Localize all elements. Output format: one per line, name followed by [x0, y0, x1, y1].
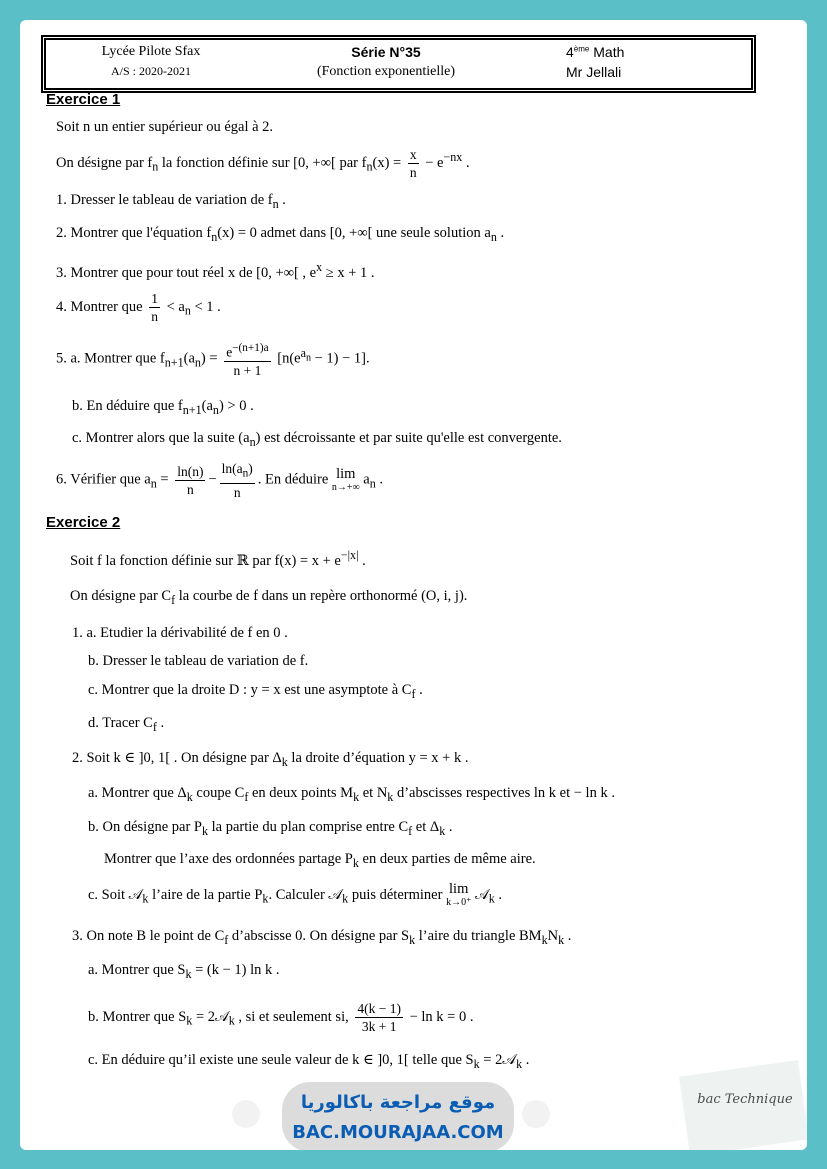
serie-subject: (Fonction exponentielle): [316, 64, 456, 79]
exercise-1-title: Exercice 1: [46, 91, 121, 108]
school-year: A/S : 2020-2021: [110, 64, 191, 78]
school-name: Lycée Pilote Sfax: [101, 44, 201, 59]
ex1-definition: On désigne par $f_n$ la fonction définie sur [0, +∞[ par $f_n(x)$ = $\frac{x}{n}$ − $e^{-nx}$ .: [56, 147, 470, 180]
ex2-curve: On désigne par $C_f$ la courbe de f dans un repère orthonormé (O, i, j).: [70, 588, 468, 607]
ex1-q5c: c. Montrer alors que la suite $(a_n)$ est décroissante et par suite qu'elle est convergente.: [72, 430, 562, 449]
ex2-q2: 2. Soit k ∈ ]0, 1[ . On désigne par $\Delta_k$ la droite d’équation y = x + k .: [72, 750, 469, 769]
stamp-text: bac Technique: [697, 1092, 793, 1107]
ex1-q3: 3. Montrer que pour tout réel x de [0, +∞[ , $e^x \ge x + 1$ .: [56, 260, 375, 281]
ex2-intro: Soit f la fonction définie sur ℝ par $f(x) = x + e^{-|x|}$ .: [70, 548, 366, 569]
ex2-q3c: c. En déduire qu’il existe une seule valeur de k ∈ ]0, 1[ telle que $S_k$ = 2𝒜$_k$ .: [88, 1052, 530, 1071]
ex1-intro: Soit n un entier supérieur ou égal à 2.: [56, 119, 274, 135]
ex2-q2b: b. On désigne par $P_k$ la partie du plan comprise entre $C_f$ et $\Delta_k$ .: [88, 819, 453, 838]
footer-arabic-text[interactable]: موقع مراجعة باكالوريا: [300, 1092, 496, 1113]
right-logo-icon: [522, 1100, 550, 1128]
ex1-q6: 6. Vérifier que $a_n$ = $\frac{\ln(n)}{n}$ − $\frac{\ln(a_n)}{n}$ . En déduire lim n→+∞ $a_n$ .: [56, 461, 384, 500]
footer-site-link[interactable]: BAC.MOURAJAA.COM: [292, 1122, 504, 1143]
ex1-q2: 2. Montrer que l'équation $f_n(x) = 0$ admet dans [0, +∞[ une seule solution $a_n$ .: [56, 225, 505, 244]
ex2-q1a: 1. a. Etudier la dérivabilité de f en 0 .: [72, 625, 288, 641]
ex1-q1: 1. Dresser le tableau de variation de $f_n$ .: [56, 192, 286, 211]
ex2-q2a: a. Montrer que $\Delta_k$ coupe $C_f$ en deux points $M_k$ et $N_k$ d’abscisses respectives ln k et − ln k .: [88, 785, 615, 804]
ex2-q2b-cont: Montrer que l’axe des ordonnées partage $P_k$ en deux parties de même aire.: [104, 851, 536, 870]
left-logo-icon: [232, 1100, 260, 1128]
class-level: 4ème Math: [566, 44, 625, 60]
ex2-q3b: b. Montrer que $S_k$ = 2𝒜$_k$ , si et seulement si, $\frac{4(k - 1)}{3k + 1}$ − ln k = 0 .: [88, 1001, 474, 1034]
ex2-q3: 3. On note B le point de $C_f$ d’abscisse 0. On désigne par $S_k$ l’aire du triangle $BM_kN_k$ .: [72, 928, 572, 947]
exercise-2-title: Exercice 2: [46, 514, 121, 531]
ex2-q1b: b. Dresser le tableau de variation de f.: [88, 653, 309, 669]
ex2-q3a: a. Montrer que $S_k = (k - 1)$ ln k .: [88, 962, 280, 981]
ex2-q1d: d. Tracer $C_f$ .: [88, 715, 165, 734]
ex1-q5a: 5. a. Montrer que $f_{n+1}(a_n)$ = $\frac{e^{-(n+1)a}}{n + 1}$ $[n(e^{a_n} - 1) - 1]$.: [56, 342, 370, 378]
ex2-q2c: c. Soit 𝒜$_k$ l’aire de la partie $P_k$. Calculer 𝒜$_k$ puis déterminer lim k→0⁺ 𝒜$_k$ .: [88, 881, 502, 908]
ex2-q1c: c. Montrer que la droite D : y = x est une asymptote à $C_f$ .: [88, 682, 423, 701]
ex1-q4: 4. Montrer que $\frac{1}{n}$ < $a_n < 1$ .: [56, 291, 221, 324]
teacher-name: Mr Jellali: [566, 64, 622, 80]
ex1-q5b: b. En déduire que $f_{n+1}(a_n) > 0$ .: [72, 398, 254, 417]
header-box: [44, 38, 753, 90]
serie-title: Série N°35: [351, 44, 421, 60]
document-page: [20, 20, 807, 1150]
